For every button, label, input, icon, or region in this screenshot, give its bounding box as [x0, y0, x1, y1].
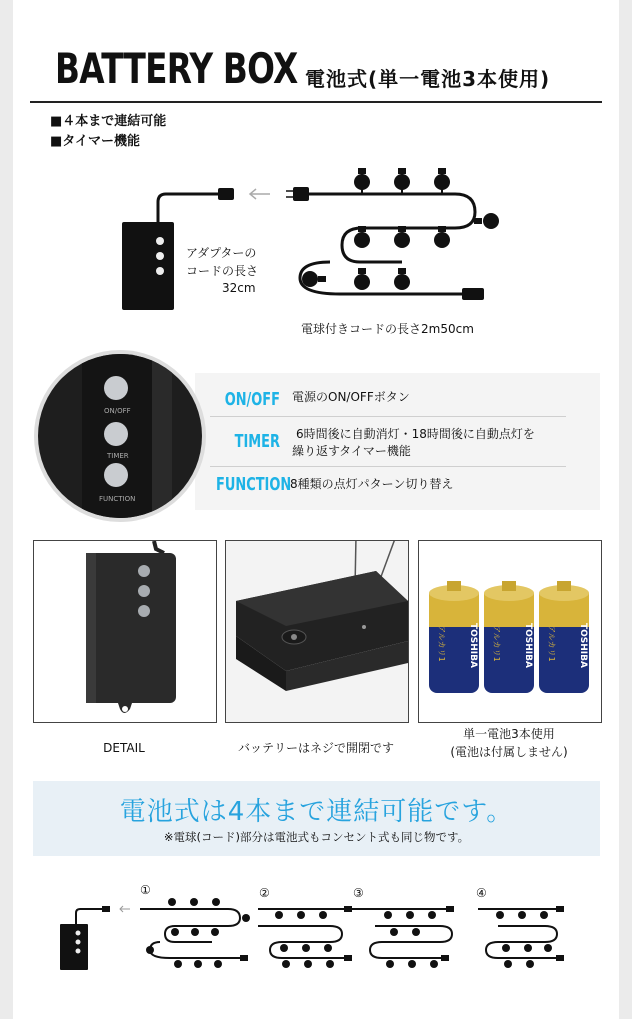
adapter-label-line1: アダプターの [186, 246, 257, 260]
term-function: FUNCTION [216, 474, 292, 495]
arrow-left-icon [120, 906, 130, 912]
row-divider [210, 416, 566, 417]
connector-male-icon [293, 187, 309, 201]
battery-type-2: アルカリ1 [492, 625, 501, 662]
photo-detail [33, 540, 217, 723]
battery-type-1: アルカリ1 [437, 625, 446, 662]
title-divider [30, 101, 602, 103]
caption-batteries-line1: 単一電池3本使用 [463, 727, 555, 741]
caption-batteries-line2: (電池は付属しません) [450, 745, 568, 759]
connection-diagram [0, 870, 632, 980]
photo-screw [225, 540, 409, 723]
pattern-number-4: ④ [476, 886, 487, 900]
info-banner [33, 781, 600, 856]
caption-screw: バッテリーはネジで開閉です [237, 741, 394, 755]
adapter-label-line2: コードの長さ [186, 264, 259, 278]
photo-batteries [418, 540, 602, 723]
cord-length-label: 電球付きコードの長さ2m50cm [301, 322, 474, 336]
banner-headline: 電池式は4本まで連結可能です。 [119, 797, 514, 827]
page-title: BATTERY BOX [55, 44, 298, 93]
desc-onoff: 電源のON/OFFボタン [292, 390, 410, 404]
battery-type-3: アルカリ1 [547, 625, 556, 662]
battery-brand-2: TOSHIBA [523, 623, 533, 668]
feature-item-timer: ■タイマー機能 [50, 134, 141, 149]
zoom-label-onoff: ON/OFF [104, 407, 131, 415]
battery-box-icon [122, 222, 174, 310]
connector-female-icon [218, 188, 234, 200]
page-subtitle: 電池式(単一電池3本使用) [305, 67, 551, 91]
caption-detail: DETAIL [103, 741, 145, 755]
desc-timer-line1: 6時間後に自動消灯・18時間後に自動点灯を [296, 427, 535, 441]
battery-box-icon [60, 924, 88, 970]
adapter-length: 32cm [222, 281, 256, 295]
feature-item-link: ■４本まで連結可能 [50, 114, 167, 129]
pattern-number-3: ③ [353, 886, 364, 900]
term-onoff: ON/OFF [224, 389, 280, 410]
zoom-label-function: FUNCTION [99, 495, 136, 503]
pattern-number-1: ① [140, 883, 151, 897]
arrow-left-icon [250, 189, 270, 199]
term-timer: TIMER [234, 431, 280, 452]
zoom-label-timer: TIMER [107, 452, 129, 460]
pattern-number-2: ② [259, 886, 270, 900]
row-divider [210, 466, 566, 467]
banner-note: ※電球(コード)部分は電池式もコンセント式も同じ物です。 [163, 830, 470, 844]
battery-brand-1: TOSHIBA [468, 623, 478, 668]
desc-function: 8種類の点灯パターン切り替え [290, 477, 454, 491]
battery-brand-3: TOSHIBA [578, 623, 588, 668]
desc-timer-line2: 繰り返すタイマー機能 [292, 444, 411, 458]
